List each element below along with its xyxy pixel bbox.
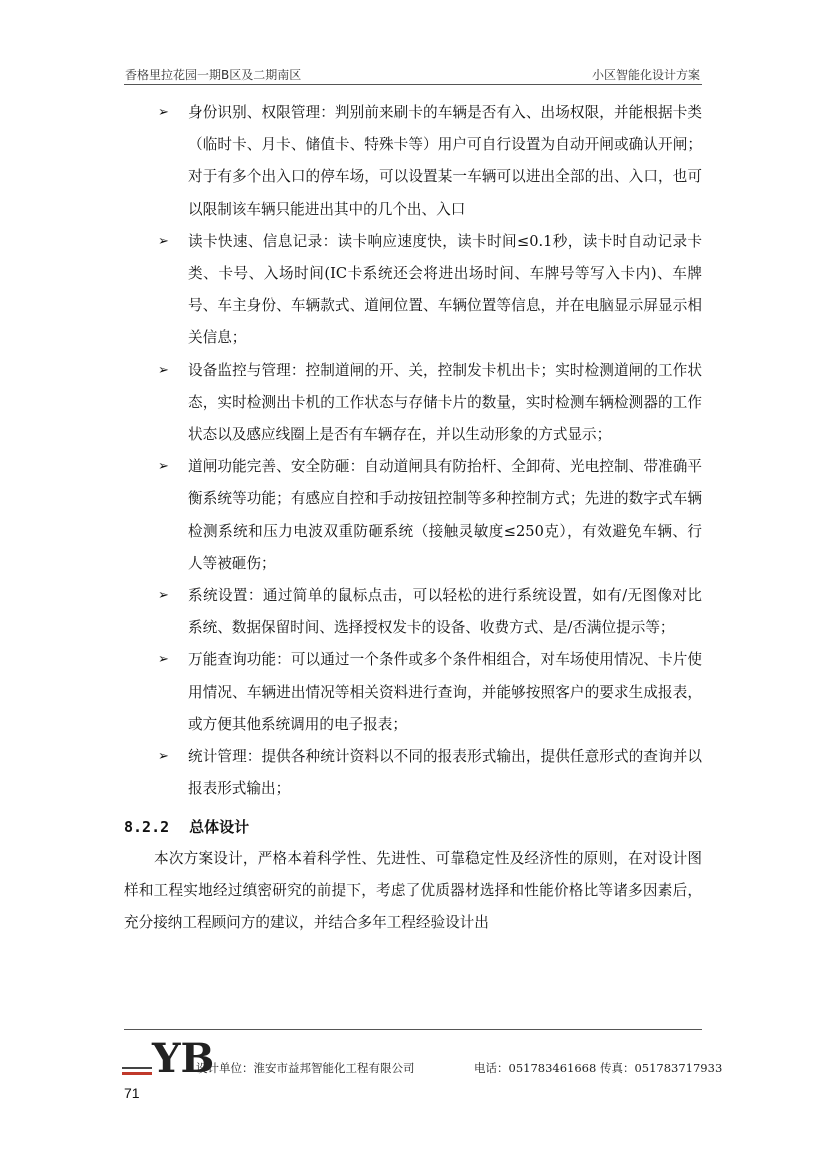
header-divider <box>124 84 702 85</box>
arrow-bullet-icon: ➢ <box>158 588 169 604</box>
footer-contact: 电话：051783461668 传真：051783717933 <box>474 1061 723 1075</box>
arrow-bullet-icon: ➢ <box>158 749 169 765</box>
bullet-text: 万能查询功能：可以通过一个条件或多个条件相组合，对车场使用情况、卡片使用情况、车辆进出情况等相关资料进行查询，并能够按照客户的要求生成报表，或方便其他系统调用的电子报表； <box>188 651 702 733</box>
arrow-bullet-icon: ➢ <box>158 233 169 249</box>
footer-divider <box>124 1029 702 1030</box>
bullet-text: 设备监控与管理：控制道闸的开、关，控制发卡机出卡；实时检测道闸的工作状态，实时检测出卡机的工作状态与存储卡片的数量，实时检测车辆检测器的工作状态以及感应线圈上是否有车辆存在，并以生动形象的方式显示； <box>188 361 702 444</box>
bullet-text: 系统设置：通过简单的鼠标点击，可以轻松的进行系统设置，如有/无图像对比系统、数据保留时间、选择授权发卡的设备、收费方式、是/否满位提示等； <box>188 587 702 637</box>
bullet-item <box>124 741 702 805</box>
company-logo <box>122 1034 215 1082</box>
section-number: 8.2.2 <box>124 818 170 837</box>
bullet-text: 统计管理：提供各种统计资料以不同的报表形式输出，提供任意形式的查询并以报表形式输出； <box>188 748 702 798</box>
bullet-item <box>124 644 702 741</box>
page-number: 71 <box>124 1085 140 1101</box>
arrow-bullet-icon: ➢ <box>158 652 169 668</box>
bullet-item <box>124 226 702 355</box>
bullet-text: 读卡快速、信息记录：读卡响应速度快，读卡时间≤0.1秒，读卡时自动记录卡类、卡号、入场时间(IC卡系统还会将进出场时间、车牌号等写入卡内)、车牌号、车主身份、车辆款式、道闸位置、车辆位置等信息，并在电脑显示屏显示相关信息； <box>188 232 702 347</box>
bullet-item <box>124 97 702 226</box>
arrow-bullet-icon: ➢ <box>158 362 169 378</box>
svg-text:YB: YB <box>152 1035 215 1082</box>
arrow-bullet-icon: ➢ <box>158 105 169 120</box>
header-project-title: 香格里拉花园一期B区及二期南区 <box>125 68 302 82</box>
section-title: 总体设计 <box>189 818 250 837</box>
arrow-bullet-icon: ➢ <box>158 459 169 475</box>
header-document-title: 小区智能化设计方案 <box>591 68 700 82</box>
section-heading <box>124 811 702 843</box>
footer-company: 设计单位：淮安市益邦智能化工程有限公司 <box>196 1061 415 1075</box>
bullet-item <box>124 451 702 580</box>
bullet-item <box>124 355 702 452</box>
bullet-text: 道闸功能完善、安全防砸：自动道闸具有防抬杆、全卸荷、光电控制、带准确平衡系统等功能；有感应自控和手动按钮控制等多种控制方式；先进的数字式车辆检测系统和压力电波双重防砸系统（接触灵敏度≤250克），有效避免车辆、行人等被砸伤； <box>188 458 702 572</box>
body-paragraph: 本次方案设计，严格本着科学性、先进性、可靠稳定性及经济性的原则，在对设计图样和工程实地经过缜密研究的前提下，考虑了优质器材选择和性能价格比等诸多因素后，充分接纳工程顾问方的建议，并结合多年工程经验设计出 <box>124 850 702 932</box>
bullet-text: 身份识别、权限管理：判别前来刷卡的车辆是否有入、出场权限，并能根据卡类（临时卡、月卡、储值卡、特殊卡等）用户可自行设置为自动开闸或确认开闸；对于有多个出入口的停车场，可以设置某一车辆可以进出全部的出、入口，也可以限制该车辆只能进出其中的几个出、入口 <box>188 104 702 218</box>
bullet-item <box>124 580 702 644</box>
page-content <box>124 97 702 939</box>
